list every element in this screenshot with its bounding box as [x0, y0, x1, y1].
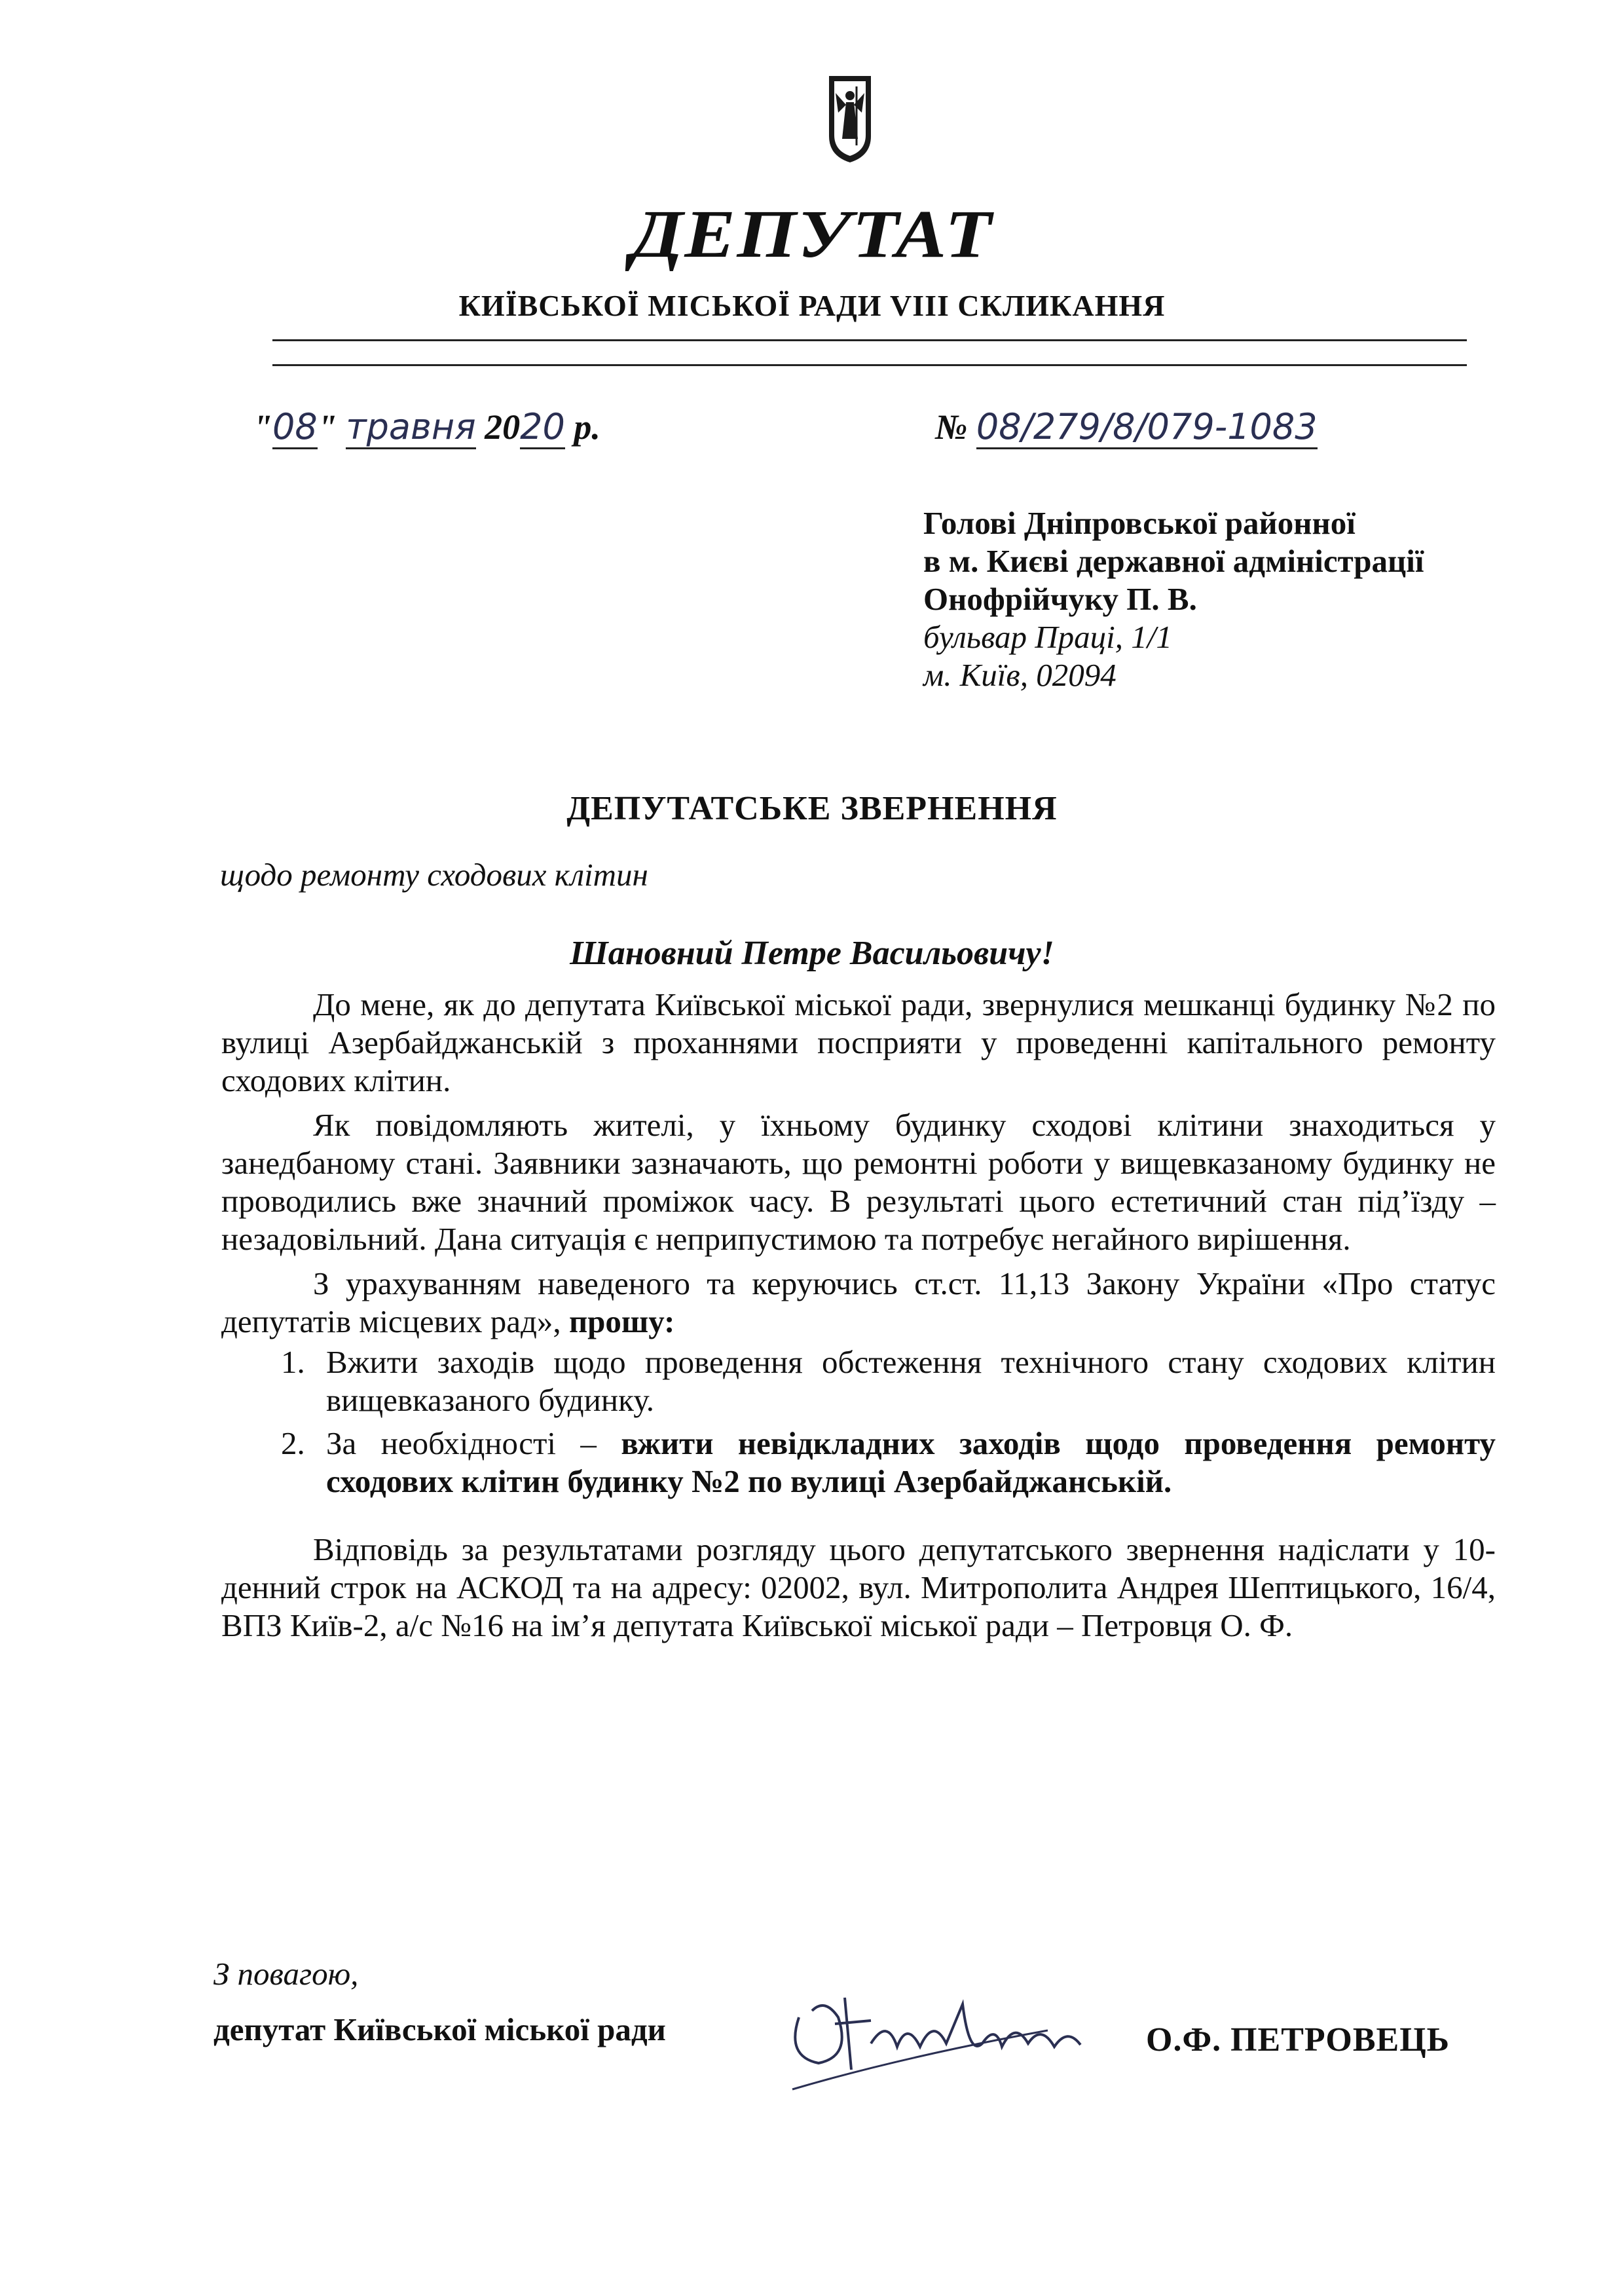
header-rule-top [272, 339, 1467, 341]
document-number [935, 406, 1318, 447]
header-subtitle: КИЇВСЬКОЇ МІСЬКОЇ РАДИ VIII СКЛИКАННЯ [458, 289, 1166, 322]
paragraph-4: Відповідь за результатами розгляду цього депутатського звернення надіслати у 10-денний строк на АСКОД та на адресу: 02002, вул. Митрополита Андрея Шептицького, 16/4, ВПЗ Київ-2, а/с №16 на ім’я депутата Київської міської ради – Петровця О. Ф. [221, 1531, 1496, 1643]
date-year-suffix: 20 [520, 406, 565, 449]
handwritten-signature [773, 1958, 1139, 2116]
request-item-1: 1. Вжити заходів щодо проведення обстеження технічного стану сходових клітин вищевказаного будинку. [313, 1343, 1496, 1419]
letter-body [221, 986, 1496, 1651]
recipient-address-2: м. Київ, 02094 [923, 657, 1116, 693]
date-day: 08 [272, 406, 318, 449]
header-title: ДЕПУТАТ [631, 196, 993, 272]
paragraph-3 [221, 1265, 1496, 1341]
recipient-block [923, 504, 1424, 694]
number-prefix: № [935, 407, 968, 447]
signer-name: О.Ф. ПЕТРОВЕЦЬ [1146, 2021, 1450, 2059]
kyiv-emblem-icon [826, 73, 874, 164]
signer-role: депутат Київської міської ради [213, 2011, 666, 2047]
header-rule-bottom [272, 364, 1467, 366]
number-value: 08/279/8/079-1083 [976, 406, 1318, 449]
paragraph-3-request: прошу: [568, 1303, 675, 1339]
closing-phrase: З повагою, [213, 1956, 359, 1992]
recipient-address-1: бульвар Праці, 1/1 [923, 619, 1172, 655]
paragraph-1: До мене, як до депутата Київської міської ради, звернулися мешканці будинку №2 по вулиці Азербайджанській з проханнями посприяти у проведенні капітального ремонту сходових клітин. [221, 986, 1496, 1098]
document-subject: щодо ремонту сходових клітин [220, 857, 648, 893]
document-date: "08" травня 2020 р. [253, 406, 600, 447]
request-item-2-action: вжити невідкладних заходів щодо проведення ремонту сходових клітин будинку №2 по вулиці Азербайджанській. [326, 1425, 1496, 1499]
recipient-line-1: Голові Дніпровської районної [923, 505, 1356, 541]
paragraph-3-text: З урахуванням наведеного та керуючись ст.ст. 11,13 Закону України «Про статус депутатів місцевих рад», [221, 1265, 1496, 1339]
paragraph-2: Як повідомляють жителі, у їхньому будинку сходові клітини знаходиться у занедбаному стані. Заявники зазначають, що ремонтні роботи у вищевказаному будинку не проводились вже значний проміжок часу. В результаті цього естетичний стан під’їзду – незадовільний. Дана ситуація є неприпустимою та потребує негайного вирішення. [221, 1107, 1496, 1257]
recipient-line-2: в м. Києві державної адміністрації [923, 543, 1424, 579]
recipient-line-3: Онофрійчуку П. В. [923, 581, 1197, 617]
request-item-2 [313, 1425, 1496, 1501]
request-list [221, 1343, 1496, 1501]
request-item-2-condition: За необхідності – [326, 1425, 597, 1461]
document-title: ДЕПУТАТСЬКЕ ЗВЕРНЕННЯ [566, 790, 1058, 827]
date-year-prefix: 20 [485, 407, 521, 447]
date-month: травня [346, 406, 475, 449]
salutation: Шановний Петре Васильовичу! [570, 935, 1054, 972]
date-year-mark: р. [574, 407, 600, 447]
